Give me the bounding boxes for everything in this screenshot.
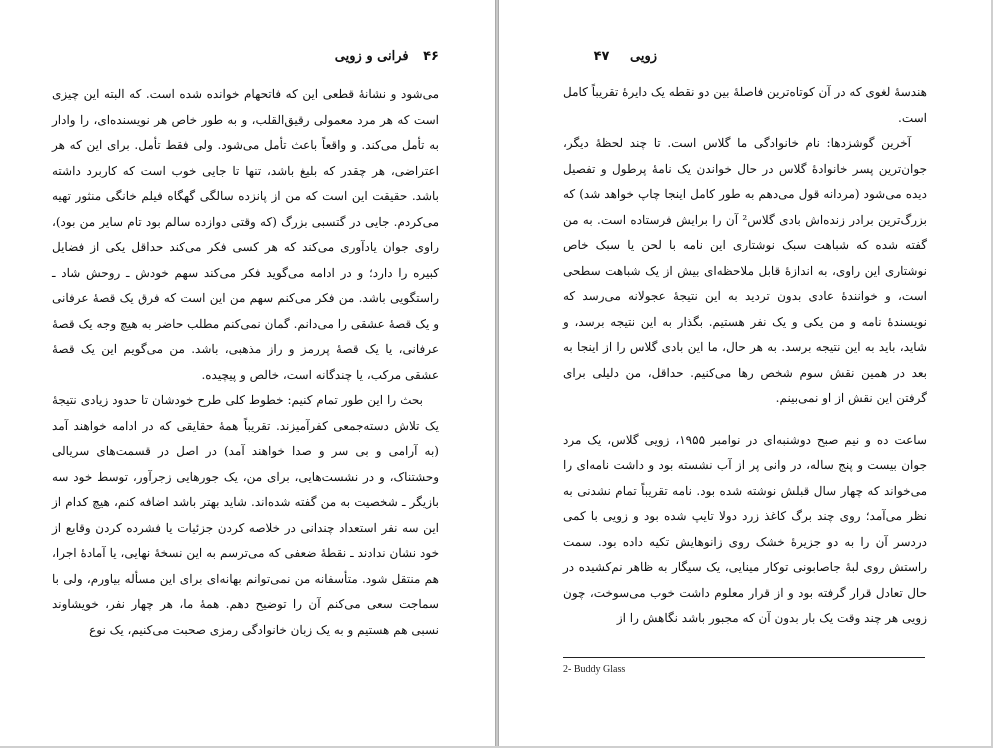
right-paragraph-1: هندسهٔ لغوی که در آن کوتاه‌ترین فاصلهٔ بین دو نقطه یک دایرهٔ تقریباً کامل است. xyxy=(563,85,927,125)
left-paragraph-1: می‌شود و نشانهٔ قطعی این که فاتحهام خوانده شده است. که البته این چیزی است که هر مرد معمولی رقیق‌القلب، و به طور خاص هر نویسنده‌ای، را وادار به تأمل می‌کند. و واقعاً باعث تأمل می‌شود. ولی فقط تأمل. برای این که هر اعتراضی، هر چقدر که بلیغ باشد، تنها تا جایی خوب است که کاربرد داشته باشد. حقیقت این است که من از پانزده سالگی گهگاه فیلم خانگی منثور تهیه می‌کردم. جایی در گتسبی بزرگ (که وقتی دوازده سالم بود تام سایر من بود)، راوی جوان یادآوری می‌کند که هر کسی فکر می‌کند حداقل یکی از فضایل کبیره را دارد؛ و در ادامه می‌گوید فکر می‌کند سهم خودش ـ روحش شاد ـ راستگویی باشد. من فکر می‌کنم سهم من این است که فرق یک قصهٔ عرفانی و یک قصهٔ عشقی را می‌دانم. گمان نمی‌کنم مطلب حاضر به هیچ وجه یک قصهٔ عرفانی، یا یک قصهٔ پررمز و راز مذهبی، باشد. من می‌گویم این یک قصهٔ عشقی مرکب، یا چندگانه است، خالص و پیچیده. xyxy=(52,87,439,382)
left-paragraph-2: بحث را این طور تمام کنیم: خطوط کلی طرح خودشان تا حدود زیادی نتیجهٔ یک تلاش دسته‌جمعی کفرآمیزند. تقریباً همهٔ حقایقی که در ادامه خواهند آمد (به آرامی و بی سر و صدا خواهند آمد) در اصل در قسمت‌های سریالی وحشتناک، و در نشست‌هایی، برای من، یک جورهایی زجرآور، توسط خود سه بازیگر ـ شخصیت به من گفته شده‌اند. شاید بهتر باشد اضافه کنم، هیچ کدام از این سه نفر استعداد چندانی در خلاصه کردن جزئیات یا فشرده کردن وقایع از خود نشان ندادند ـ نقطهٔ ضعفی که می‌ترسم به این نسخهٔ نهایی، یا آمادهٔ اجرا، هم منتقل شود. متأسفانه من نمی‌توانم بهانه‌ای برای این مسأله بیاورم، ولی با سماجت سعی می‌کنم آن را توضیح دهم. همهٔ ما، هر چهار نفر، خویشاوند نسبی هم هستیم و به یک زبان خانوادگی رمزی صحبت می‌کنیم، یک نوع xyxy=(52,393,439,637)
left-page-number: ۴۶ xyxy=(423,49,439,64)
footnote: 2- Buddy Glass xyxy=(563,664,626,675)
right-page-body xyxy=(563,80,927,632)
right-paragraph-2: آخرین گوشزدها: نام خانوادگی ما گلاس است. تا چند لحظهٔ دیگر، جوان‌ترین پسر خانوادهٔ گلاس در حال خواندن یک نامهٔ پرطول و تفصیل دیده می‌شود (مردانه قول می‌دهم به طور کامل اینجا چاپ خواهد شد) که بزرگ‌ترین برادر زنده‌اش بادی گلاس² آن را برایش فرستاده است. به من گفته شده که شباهت سبک نوشتاری این نامه با لحن یا سبک خاص نوشتاری این راوی، به اندازهٔ قابل ملاحظه‌ای بیش از یک شباهت سطحی است، و خوانندهٔ عادی بدون تردید به این نتیجهٔ عجولانه می‌رسد که نویسندهٔ نامه و من یکی و یک نفر هستیم. بگذار به این نتیجه برسد، و شاید، باید به این نتیجه برسد. به هر حال، ما این بادی گلاس را از اینجا به بعد در همین نقش سوم شخص رها می‌کنیم. حداقل، من دلیلی برای گرفتن این نقش از او نمی‌بینم. xyxy=(563,136,927,405)
left-page-header xyxy=(52,46,439,68)
right-running-title: زویی xyxy=(629,49,657,64)
left-page-body xyxy=(52,82,439,643)
left-page xyxy=(0,0,495,748)
right-page-number: ۴۷ xyxy=(593,49,610,64)
footnote-divider xyxy=(563,657,925,658)
right-paragraph-3: ساعت ده و نیم صبح دوشنبه‌ای در نوامبر ۱۹۵۵، زویی گلاس، یک مرد جوان بیست و پنج ساله، در وانی پر از آب نشسته بود و داشت نامه‌ای را می‌خواند که چهار سال قبلش نوشته شده بود. نامه تقریباً تمام نشدنی به نظر می‌آمد؛ روی چند برگ کاغذ زرد دولا تایپ شده بود و زویی با کمی دردسر آن را به دو جزیرهٔ خشک روی زانوهایش تکیه داده بود. سمت راستش روی لبهٔ جاصابونی توکار مینایی، یک سیگار به ظاهر نم‌کشیده در حال تعادل قرار گرفته بود و از قرار معلوم داشت خوب می‌سوخت، چون زویی هر چند وقت یک بار بدون آن که مجبور باشد نگاهش را از xyxy=(563,432,927,625)
left-running-title: فرانی و زویی xyxy=(334,49,409,64)
right-page-header xyxy=(563,46,657,68)
right-page xyxy=(499,0,993,748)
